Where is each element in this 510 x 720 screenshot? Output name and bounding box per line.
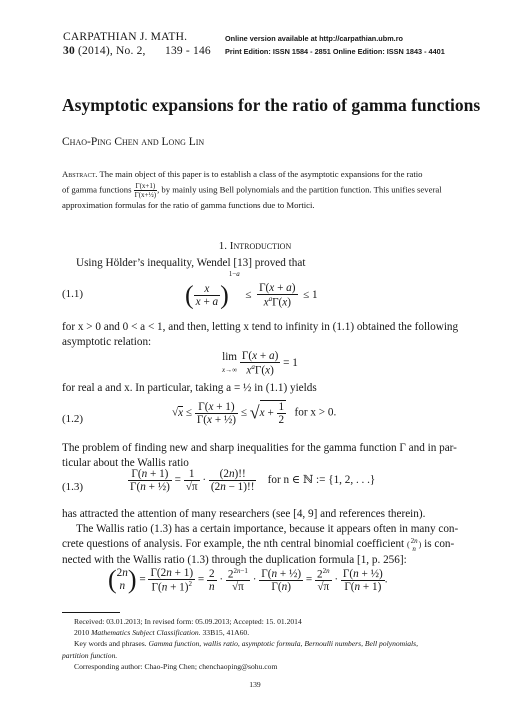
paragraph-1: Using Hölder’s inequality, Wendel [13] proved that [76,257,306,269]
journal-volume: 30 (2014), No. 2, [63,45,146,57]
equation-1-3: $\frac{\Gamma(n + 1)}{\text{Γ(n + ½)}}$ = $\frac{1}{√\pi}$ · $\frac{(2n)!!}{(2n - 1)!!}$ for n ∈ ℕ := {1, 2, . . .} [130,468,376,493]
paragraph-2: for x > 0 and 0 < a < 1, and then, letting x tend to infinity in (1.1) obtained the following asymptotic relation: [62,321,459,348]
print-edition-note: Print Edition: ISSN 1584 - 2851 Online Edition: ISSN 1843 - 4401 [225,47,445,56]
footnote-keywords: Key words and phrases. Gamma function, wallis ratio, asymptotic formula, Bernoulli numbers, Bell polynomials, [74,639,419,649]
paper-title: Asymptotic expansions for the ratio of gamma functions [62,95,481,115]
abstract-gamma-fraction: $\frac{\Gamma(x+1)}{\text{Γ(x+½)}}$ [134,181,157,199]
abstract-label: Abstract. [62,169,98,179]
equation-1-2: √x ≤ $\frac{\Gamma(x + 1)}{\text{Γ(x + ½)}}$ ≤ √x + $\frac{1}{2}$ for x > 0. [172,400,337,426]
paragraph-6: The Wallis ratio (1.3) has a certain importance, because it appears often in many con- crete questions of analysis. For example, the nth central binomial coefficient ( 2n n ) is con- nected with the Wallis ratio (1.3) through the duplication formula [1, p. 256]: [62,523,459,567]
journal-name: CARPATHIAN J. MATH. [63,31,188,43]
section-heading: 1. Introduction [218,240,292,252]
footnotes: Received: 03.01.2013; In revised form: 05.09.2013; Accepted: 15. 01.2014 2010 Mathematics Subject Classification. 33B15, 41A60. Key words and phrases. Gamma function, wallis ratio, asymptotic formula, Bernoulli numbers, Bell polynomials, partition function. Corresponding author: Chao-Ping Chen; chenchaoping@sohu.com [62,616,457,672]
online-version-note: Online version available at http://carpathian.ubm.ro [225,34,404,43]
equation-1-1-label: (1.1) [62,288,84,300]
equation-1-2-label: (1.2) [62,413,84,425]
footnote-corresponding-author: Corresponding author: Chao-Ping Chen; chenchaoping@sohu.com [74,661,278,671]
paragraph-3: for real a and x. In particular, taking a = ½ in (1.1) yields [62,382,317,394]
footnote-rule [62,612,120,613]
journal-pages: 139 - 146 [165,45,211,57]
limit-equation: lim x→∞ $\frac{\Gamma(x + a)}{x^a\Gamma(x)}$ = 1 [222,350,298,377]
footnote-received: Received: 03.01.2013; In revised form: 05.09.2013; Accepted: 15. 01.2014 [74,617,302,626]
duplication-formula: (2n n ) = $\frac{\Gamma(2n + 1)}{\Gamma(n + 1)^2}$ = $\frac{2}{n}$ · $\frac{2^{2n-1}}{√\pi}$ · $\frac{\text{Γ(n + ½)}}{\Gamma(n)}$ = $\frac{2^{2n}}{√\pi}$ · $\frac{\text{Γ(n + ½)}}{\Gamma(n + 1)}$ . [108,565,388,594]
paragraph-5: has attracted the attention of many researchers (see [4, 9] and references therein). [62,508,426,520]
paragraph-4: The problem of finding new and sharp inequalities for the gamma function Γ and in par- ticular about the Wallis ratio [62,442,457,469]
abstract: Abstract. The main object of this paper is to establish a class of the asymptotic expansions for the ratio of gamma functions $\frac{\Gamma(x+1)}{\text{Γ(x+½)}}$ , by mainly using Bell polynomials and the partition function. This unifies several approximation formulas for the ratio of gamma functions due to Mortici. [62,169,442,210]
page-number: 139 [249,680,261,689]
equation-1-3-label: (1.3) [62,481,84,493]
paper-authors: Chao-Ping Chen and Long Lin [62,136,205,148]
footnote-msc: 2010 Mathematics Subject Classification. 33B15, 41A60. [74,628,250,638]
equation-1-1: ( $\frac{x}{x + a}$ )$^{1-a}$ ≤ $\frac{\Gamma(x + a)}{x^a\Gamma(x)}$ ≤ 1 [185,270,318,310]
